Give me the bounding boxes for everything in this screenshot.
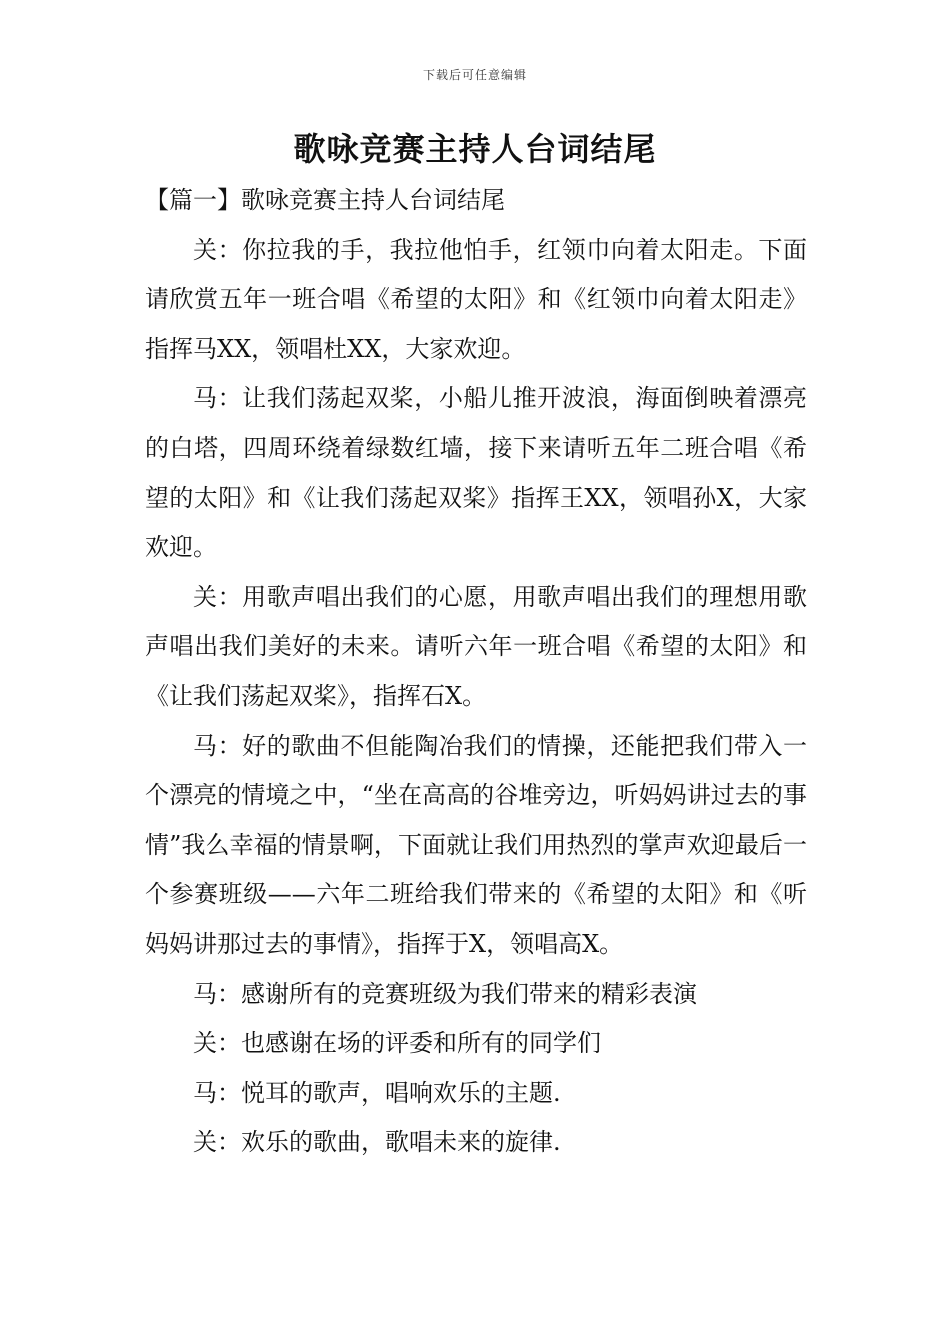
paragraph: 马：感谢所有的竞赛班级为我们带来的精彩表演 [193, 979, 697, 1008]
paragraph: 马：好的歌曲不但能陶冶我们的情操，还能把我们带入一个漂亮的情境之中，“坐在高高的谷堆旁边，听妈妈讲过去的事情”我么幸福的情景啊，下面就让我们用热烈的掌声欢迎最后一个参赛班级——六年二班给我们带来的《希望的太阳》和《听妈妈讲那过去的事情》，指挥于X，领唱高X。 [145, 731, 807, 958]
section-heading: 【篇一】歌咏竞赛主持人台词结尾 [145, 186, 505, 214]
paragraph: 关：用歌声唱出我们的心愿，用歌声唱出我们的理想用歌声唱出我们美好的未来。请听六年一班合唱《希望的太阳》和《让我们荡起双桨》，指挥石X。 [145, 582, 807, 710]
document-body [145, 176, 807, 1168]
paragraph: 马：悦耳的歌声，唱响欢乐的主题. [193, 1078, 561, 1107]
paragraph: 马：让我们荡起双桨，小船儿推开波浪，海面倒映着漂亮的白塔，四周环绕着绿数红墙，接下来请听五年二班合唱《希望的太阳》和《让我们荡起双桨》指挥王XX，领唱孙X，大家欢迎。 [145, 384, 807, 562]
header-note: 下载后可任意编辑 [422, 68, 527, 82]
paragraph: 关：欢乐的歌曲，歌唱未来的旋律. [193, 1128, 561, 1157]
page-title: 歌咏竞赛主持人台词结尾 [293, 130, 657, 168]
paragraph: 关：你拉我的手，我拉他怕手，红领巾向着太阳走。下面请欣赏五年一班合唱《希望的太阳》和《红领巾向着太阳走》指挥马XX，领唱杜XX，大家欢迎。 [145, 235, 807, 363]
paragraph: 关：也感谢在场的评委和所有的同学们 [193, 1029, 601, 1058]
